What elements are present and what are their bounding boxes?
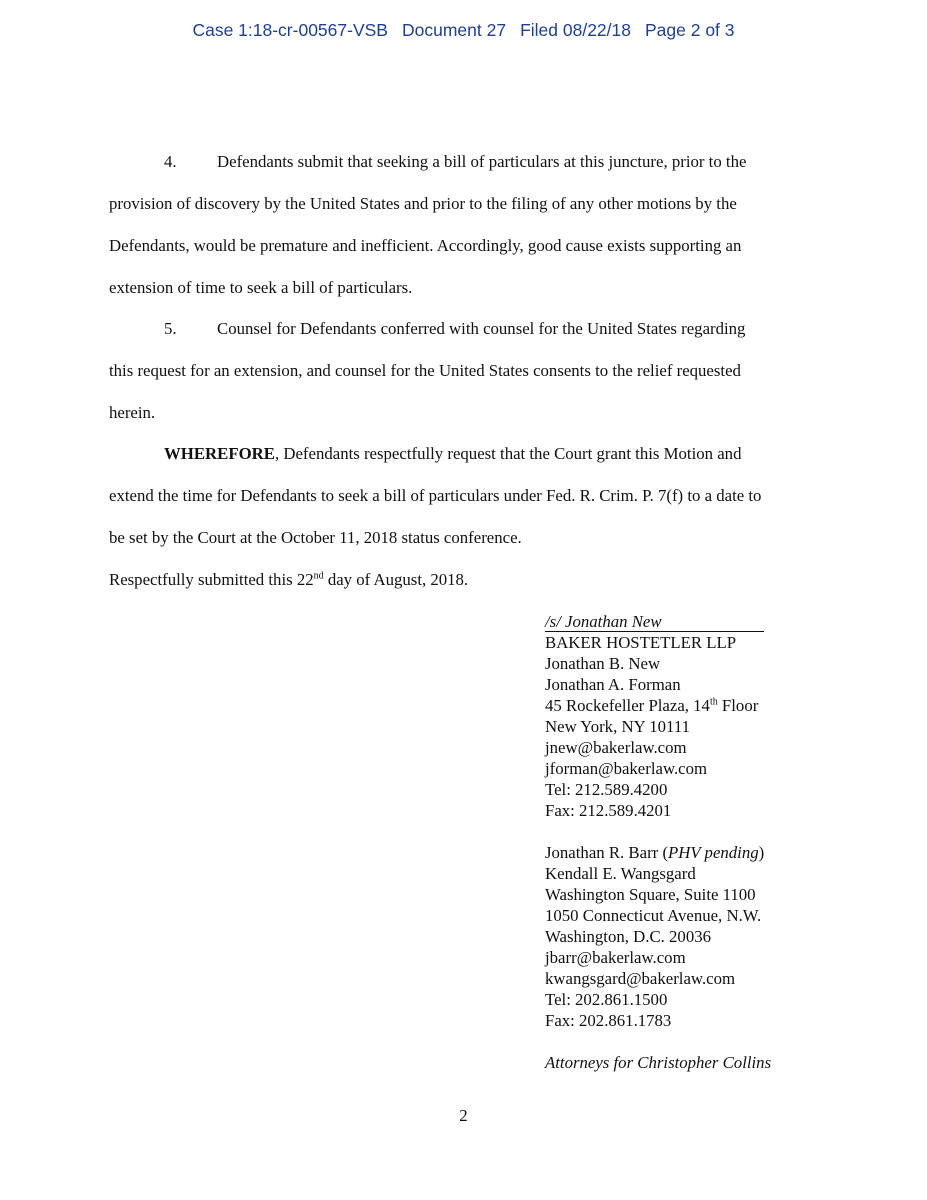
signature: /s/ Jonathan New — [545, 613, 764, 632]
email: jforman@bakerlaw.com — [545, 759, 708, 778]
ecf-header — [0, 20, 927, 41]
paragraph-5: 5. Counsel for Defendants conferred with counsel for the United States regarding this request for an extension, and counsel for the United States consents to the relief requested herein. — [109, 308, 809, 434]
wherefore-paragraph: WHEREFORE, Defendants respectfully request that the Court grant this Motion and extend the time for Defendants to seek a bill of particulars under Fed. R. Crim. P. 7(f) to a date to be set by the Court at the October 11, 2018 status conference. Respectfully submitted this 22nd day of August, 2018. — [109, 433, 809, 601]
email: jnew@bakerlaw.com — [545, 738, 687, 757]
wherefore-lead: WHEREFORE — [164, 444, 275, 463]
firm-name: BAKER HOSTETLER LLP — [545, 633, 737, 652]
signature-block: /s/ Jonathan New BAKER HOSTETLER LLP Jonathan B. New Jonathan A. Forman 45 Rockefeller Plaza, 14th Floor New York, NY 10111 jnew@bakerlaw.com jforman@bakerlaw.com Tel: 212.589.4200 Fax: 212.589.4201 Jonathan R. Barr (PHV pending) Kendall E. Wangsgard Washington Square, Suite 1100 1050 Connecticut Avenue, N.W. Washington, D.C. 20036 jbarr@bakerlaw.com kwangsgard@bakerlaw.com Tel: 202.861.1500 Fax: 202.861.1783 Attorneys for Christopher Collins — [545, 611, 845, 1073]
email: jbarr@bakerlaw.com — [545, 948, 686, 967]
case-number: Case 1:18-cr-00567-VSB — [192, 20, 388, 40]
paragraph-number: 4. — [164, 152, 177, 171]
paragraph-number: 5. — [164, 319, 177, 338]
attorneys-for: Attorneys for Christopher Collins — [545, 1053, 772, 1072]
submitted-line: Respectfully submitted this 22nd day of August, 2018. — [109, 570, 469, 589]
page-number: 2 — [459, 1106, 468, 1125]
page-indicator: Page 2 of 3 — [645, 20, 735, 40]
paragraph-4: 4. Defendants submit that seeking a bill of particulars at this juncture, prior to the provision of discovery by the United States and prior to the filing of any other motions by the Defendants, would be premature and inefficient. Accordingly, good cause exists supporting an extension of time to seek a bill of particulars. — [109, 141, 809, 309]
email: kwangsgard@bakerlaw.com — [545, 969, 736, 988]
filed-date: Filed 08/22/18 — [520, 20, 631, 40]
document-number: Document 27 — [401, 20, 507, 40]
